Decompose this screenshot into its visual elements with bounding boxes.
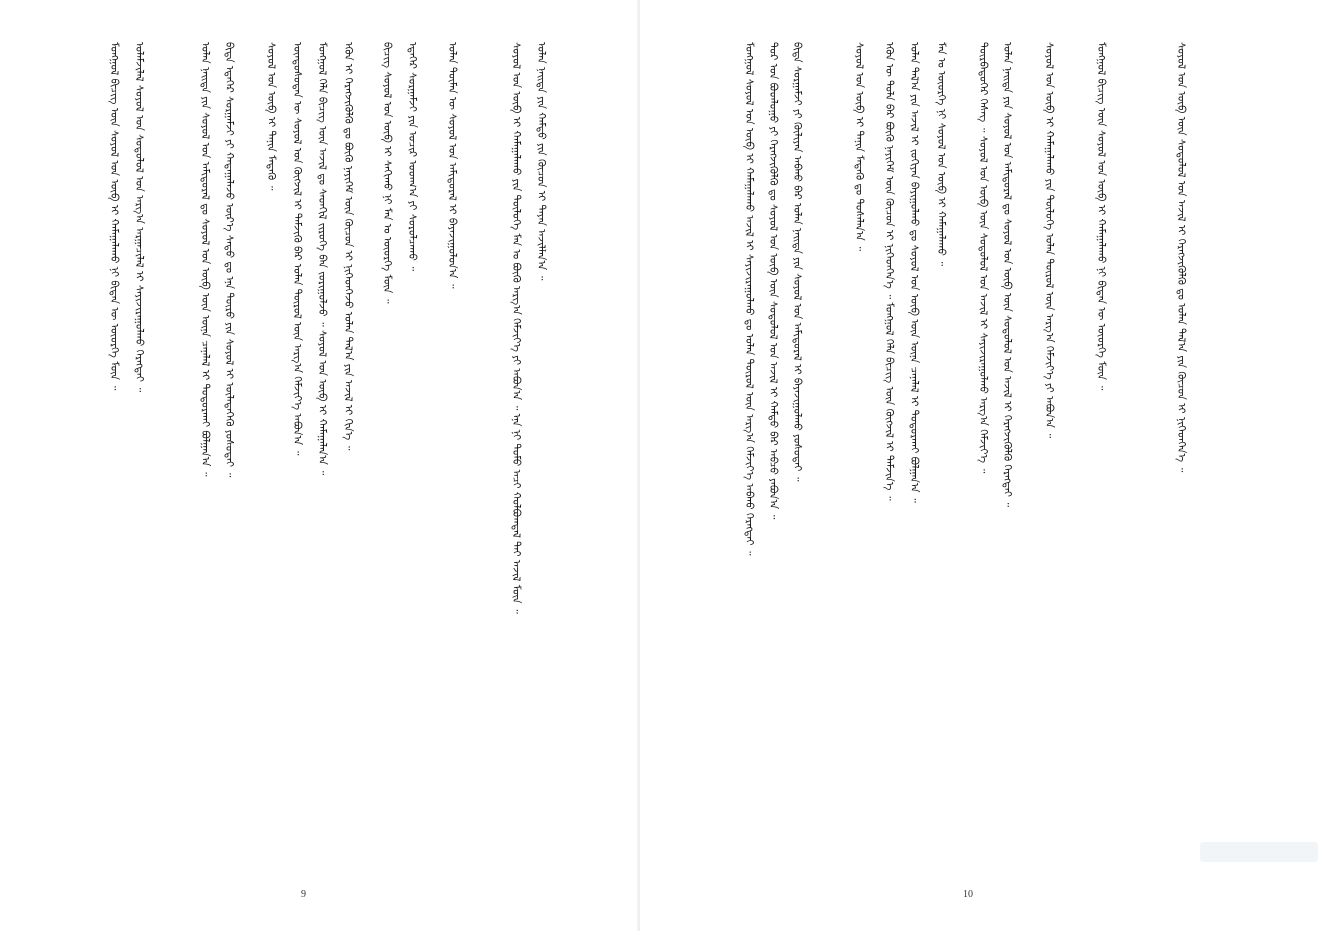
text-column: ᠡᠭᠦᠨ ᠢ ᠬᠡᠷᠡᠭᠵᠢᠭᠦᠯᠬᠦ ᠳᠤ ᠪᠦᠬᠦ ᠨᠡᠶᠢᠭᠡᠮ ᠦᠨ ᠬᠦᠴᠦᠨ ᠢ ᠨᠢᠭᠡᠳᠬᠡᠵᠦ ᠣᠯᠠᠨ ᠲᠠᠯ᠎ᠠ ᠶᠢᠨ ᠠᠵᠢᠯ ᠢ ᠬᠢᠨ᠎ᠡ ᠃: [342, 42, 354, 451]
text-column: ᠪᠢᠴᠢᠭ ᠰᠣᠶᠣᠯ ᠤᠨ ᠥᠪ ᠢ ᠰᠠᠬᠢᠬᠤ ᠨᠢ ᠮᠠᠨ ᠤ ᠦᠦᠷᠭᠡ ᠮᠥᠨ ᠃: [381, 42, 393, 304]
text-column: ᠰᠣᠶᠣᠯ ᠤᠨ ᠦᠪ ᠦᠨ ᠰᠤᠳᠤᠯᠤᠯ ᠤᠨ ᠠᠵᠢᠯ ᠢ ᠬᠡᠷᠡᠭᠵᠢᠭᠦᠯᠬᠦ ᠳᠤ ᠣᠯᠠᠨ ᠲᠠᠯ᠎ᠠ ᠶᠢᠨ ᠬᠦᠴᠦᠨ ᠢ ᠨᠢᠭᠡᠳᠬᠡᠨ᠎ᠡ ᠃: [1175, 42, 1187, 473]
text-column: ᠣᠯᠠᠨ ᠨᠡᠢᠲᠡ ᠶᠢᠨ ᠰᠣᠶᠣᠯ ᠤᠨ ᠠᠮᠢᠳᠤᠷᠠᠯ ᠳᠤ ᠰᠣᠶᠣᠯ ᠤᠨ ᠦᠪ ᠦᠨ ᠰᠤᠳᠤᠯᠤᠯ ᠤᠨ ᠠᠵᠢᠯ ᠢ ᠬᠡᠷᠡᠭᠵᠢᠭᠦᠯᠬᠦ ᠬᠡᠷᠡᠭᠲᠡᠢ ᠃: [1001, 42, 1013, 508]
watermark: [1200, 842, 1318, 862]
text-column: ᠰᠣᠶᠣᠯ ᠤᠨ ᠦᠪ ᠢ ᠲᠠᠨᠢᠨ ᠮᠡᠳᠡᠬᠦ ᠃: [265, 42, 277, 191]
text-column: ᠣᠯᠠᠨ ᠲᠠᠯ᠎ᠠ ᠶᠢᠨ ᠠᠵᠢᠯ ᠢ ᠵᠣᠬᠢᠶᠠᠨ ᠪᠠᠶᠢᠭᠤᠯᠬᠤ ᠳᠤ ᠰᠣᠶᠣᠯ ᠤᠨ ᠦᠪ ᠦᠨ ᠦᠨᠡ ᠴᠡᠨᠡᠯᠡᠯ ᠢ ᠲᠣᠳᠣᠷᠬᠠᠢ ᠪᠣᠯᠭᠠᠨ᠎ᠠ ᠃: [908, 42, 920, 503]
page-10: [640, 0, 1322, 931]
page-number: 9: [301, 889, 306, 900]
page-number: 10: [963, 889, 973, 900]
text-column: ᠡᠳᠡᠭᠡᠷ ᠰᠤᠷᠭᠠᠮᠵᠢ ᠶᠢᠨ ᠤᠴᠢᠷ ᠤᠳᠬ᠎ᠠ ᠶᠢ ᠰᠤᠷᠤᠯᠴᠠᠬᠤ ᠃: [406, 42, 418, 272]
text-column: ᠤᠯᠠᠮᠵᠢᠯᠠᠯ ᠰᠣᠶᠣᠯ ᠤᠨ ᠰᠤᠳᠤᠯᠤᠯ ᠤᠨ ᠠᠷᠭ᠎ᠠ ᠠᠷᠭᠠᠴᠢᠯᠠᠯ ᠢ ᠰᠠᠶᠢᠵᠢᠷᠠᠭᠤᠯᠬᠤ ᠬᠡᠷᠡᠭᠲᠡᠢ ᠃: [133, 42, 145, 393]
text-column: ᠣᠯᠠᠨ ᠨᠡᠢᠲᠡ ᠶᠢᠨ ᠰᠣᠶᠣᠯ ᠤᠨ ᠠᠮᠢᠳᠤᠷᠠᠯ ᠳᠤ ᠰᠣᠶᠣᠯ ᠤᠨ ᠦᠪ ᠦᠨ ᠦᠨᠡ ᠴᠡᠨᠡᠯᠡᠯ ᠢ ᠲᠣᠳᠣᠷᠬᠠᠢ ᠪᠣᠯᠭᠠᠨ᠎ᠠ ᠃: [199, 42, 211, 477]
text-column: ᠡᠭᠦᠨ ᠦ ᠲᠣᠯᠠ ᠪᠠᠷ ᠪᠦᠬᠦ ᠨᠡᠶᠢᠭᠡᠮ ᠦᠨ ᠬᠦᠴᠦᠨ ᠢ ᠨᠢᠭᠡᠳᠬᠡᠨ᠎ᠡ ᠃ ᠮᠣᠩᠭᠣᠯ ᠬᠡᠯᠡ ᠪᠢᠴᠢᠭ ᠦᠨ ᠬᠥᠭᠵᠢᠯ ᠢ ᠳᠡᠮᠵᠢᠨ᠎ᠡ ᠃: [883, 42, 895, 501]
text-column: ᠪᠢᠳᠡ ᠡᠳᠡᠭᠡᠷ ᠰᠤᠷᠭᠠᠮᠵᠢ ᠶᠢ ᠬᠠᠳᠠᠭᠠᠯᠠᠵᠤ ᠦᠷ᠎ᠡ ᠰᠠᠳᠤ ᠳᠤ ᠡᠨᠡ ᠲᠥᠷᠦ ᠶᠢᠨ ᠰᠣᠶᠣᠯ ᠢ ᠦᠯᠡᠳᠡᠭᠡᠬᠦ ᠶᠣᠰᠣᠲᠠᠢ ᠃: [223, 42, 235, 478]
text-column: ᠦᠨᠳᠦᠰᠦᠲᠡᠨ ᠦ ᠰᠣᠶᠣᠯ ᠤᠨ ᠬᠥᠭᠵᠢᠯ ᠢ ᠳᠡᠮᠵᠢᠬᠦ ᠪᠠᠷ ᠣᠯᠠᠨ ᠲᠥᠷᠦᠯ ᠦᠨ ᠠᠷᠭ᠎ᠠ ᠬᠡᠮᠵᠢᠶ᠎ᠡ ᠠᠪᠤᠨ᠎ᠠ ᠃: [291, 42, 303, 456]
text-column: ᠰᠣᠶᠣᠯ ᠤᠨ ᠦᠪ ᠢ ᠬᠠᠮᠠᠭᠠᠯᠠᠬᠤ ᠶᠢᠨ ᠲᠥᠯᠥᠭᠡ ᠣᠯᠠᠨ ᠲᠥᠷᠦᠯ ᠦᠨ ᠠᠷᠭ᠎ᠠ ᠬᠡᠮᠵᠢᠶ᠎ᠡ ᠶᠢ ᠠᠪᠤᠨ᠎ᠠ ᠃: [1043, 42, 1055, 439]
page-9: [0, 0, 640, 931]
text-column: ᠮᠠᠨ ᠤ ᠦᠦᠷᠭᠡ ᠨᠢ ᠰᠣᠶᠣᠯ ᠤᠨ ᠦᠪ ᠢ ᠬᠠᠮᠠᠭᠠᠯᠠᠬᠤ ᠃: [935, 42, 947, 267]
text-column: ᠲᠣᠷ ᠤᠨ ᠪᠣᠳᠯᠣᠭᠣ ᠶᠢ ᠬᠡᠷᠡᠭᠵᠢᠭᠦᠯᠬᠦ ᠳᠤ ᠰᠣᠶᠣᠯ ᠤᠨ ᠦᠪ ᠦᠨ ᠰᠤᠳᠤᠯᠤᠯ ᠤᠨ ᠠᠵᠢᠯ ᠢ ᠬᠠᠮᠲᠤ ᠪᠠᠷ ᠠᠪᠴᠤ ᠶᠠᠪᠤᠨ᠎ᠠ ᠃: [767, 42, 779, 520]
text-column: ᠮᠣᠩᠭᠣᠯ ᠪᠢᠴᠢᠭ ᠦᠨ ᠰᠣᠶᠣᠯ ᠤᠨ ᠦᠪ ᠢ ᠬᠠᠮᠠᠭᠠᠯᠠᠬᠤ ᠨᠢ ᠪᠢᠳᠡᠨ ᠦ ᠦᠦᠷᠭᠡ ᠮᠥᠨ ᠃: [1095, 42, 1107, 391]
text-column: ᠮᠣᠩᠭᠣᠯ ᠬᠡᠯᠡ ᠪᠢᠴᠢᠭ ᠦᠨ ᠠᠵᠢᠯ ᠳᠤ ᠰᠡᠳᠬᠢᠯ ᠵᠢᠷᠦᠬᠡ ᠪᠡᠨ ᠵᠣᠷᠢᠭᠤᠯᠵᠤ ᠃ ᠰᠣᠶᠣᠯ ᠤᠨ ᠦᠪ ᠢ ᠬᠠᠮᠠᠭᠠᠯᠠᠨ᠎ᠠ ᠃: [316, 42, 328, 476]
text-column: ᠣᠯᠠᠨ ᠨᠡᠢᠲᠡ ᠶᠢᠨ ᠬᠠᠮᠲᠤ ᠶᠢᠨ ᠬᠦᠴᠦᠨ ᠢ ᠳᠠᠶᠠᠨ ᠠᠵᠢᠯᠯᠠᠨ᠎ᠠ ᠃: [535, 42, 547, 281]
text-column: ᠪᠢᠳᠡ ᠰᠤᠷᠭᠠᠮᠵᠢ ᠶᠢ ᠬᠦᠯᠢᠶᠡᠨ ᠠᠪᠬᠤ ᠪᠠᠷ ᠣᠯᠠᠨ ᠨᠡᠢᠲᠡ ᠶᠢᠨ ᠰᠣᠶᠣᠯ ᠤᠨ ᠠᠮᠢᠳᠤᠷᠠᠯ ᠢ ᠪᠠᠶᠠᠵᠢᠭᠤᠯᠬᠤ ᠶᠣᠰᠣᠲᠠᠢ ᠃: [791, 42, 803, 482]
text-column: ᠳᠥᠷᠪᠡᠳᠦᠭᠡᠷ ᠬᠡᠰᠡᠭ ᠃ ᠰᠣᠶᠣᠯ ᠤᠨ ᠦᠪ ᠦᠨ ᠰᠤᠳᠤᠯᠤᠯ ᠤᠨ ᠠᠵᠢᠯ ᠢ ᠰᠠᠶᠢᠵᠢᠷᠠᠭᠤᠯᠬᠤ ᠠᠷᠭ᠎ᠠ ᠬᠡᠮᠵᠢᠶ᠎ᠡ ᠃: [977, 42, 989, 474]
text-column: ᠮᠣᠩᠭᠣᠯ ᠰᠣᠶᠣᠯ ᠤᠨ ᠦᠪ ᠢ ᠬᠠᠮᠠᠭᠠᠯᠠᠬᠤ ᠠᠵᠢᠯ ᠢ ᠰᠠᠶᠢᠵᠢᠷᠠᠭᠤᠯᠬᠤ ᠳᠤ ᠣᠯᠠᠨ ᠲᠥᠷᠦᠯ ᠦᠨ ᠠᠷᠭ᠎ᠠ ᠬᠡᠮᠵᠢᠶ᠎ᠡ ᠠᠪᠬᠤ ᠬᠡᠷᠡᠭᠲᠡᠢ ᠃: [743, 42, 755, 556]
text-column: [1205, 42, 1223, 912]
text-column: ᠮᠣᠩᠭᠣᠯ ᠪᠢᠴᠢᠭ ᠦᠨ ᠰᠣᠶᠣᠯ ᠤᠨ ᠦᠪ ᠢ ᠬᠠᠮᠠᠭᠠᠯᠠᠬᠤ ᠨᠢ ᠪᠢᠳᠡᠨ ᠦ ᠦᠦᠷᠭᠡ ᠮᠥᠨ ᠃: [108, 42, 120, 391]
text-column: ᠰᠣᠶᠣᠯ ᠤᠨ ᠦᠪ ᠢ ᠲᠠᠨᠢᠨ ᠮᠡᠳᠡᠬᠦ ᠳᠤ ᠲᠤᠰᠠᠯᠠᠨ᠎ᠠ ᠃: [853, 42, 865, 252]
text-column: ᠣᠯᠠᠨ ᠲᠦᠮᠡᠨ ᠦ ᠰᠣᠶᠣᠯ ᠤᠨ ᠠᠮᠢᠳᠤᠷᠠᠯ ᠢ ᠪᠠᠶᠠᠵᠢᠭᠤᠯᠤᠨ᠎ᠠ ᠃: [446, 42, 458, 289]
text-column: ᠰᠣᠶᠣᠯ ᠤᠨ ᠦᠪ ᠢ ᠬᠠᠮᠠᠭᠠᠯᠠᠬᠤ ᠶᠢᠨ ᠲᠥᠯᠥᠭᠡ ᠮᠠᠨ ᠤ ᠪᠦᠬᠦ ᠠᠷᠭ᠎ᠠ ᠬᠡᠮᠵᠢᠶ᠎ᠡ ᠶᠢ ᠠᠪᠤᠨ᠎ᠠ ᠃ ᠡᠨᠡ ᠨᠢ ᠲᠣᠮᠣ ᠠᠴᠢ ᠬᠣᠯᠪᠣᠭᠳᠠᠯ ᠲᠠᠢ ᠠᠵᠢᠯ ᠮᠥᠨ ᠃: [510, 42, 522, 614]
